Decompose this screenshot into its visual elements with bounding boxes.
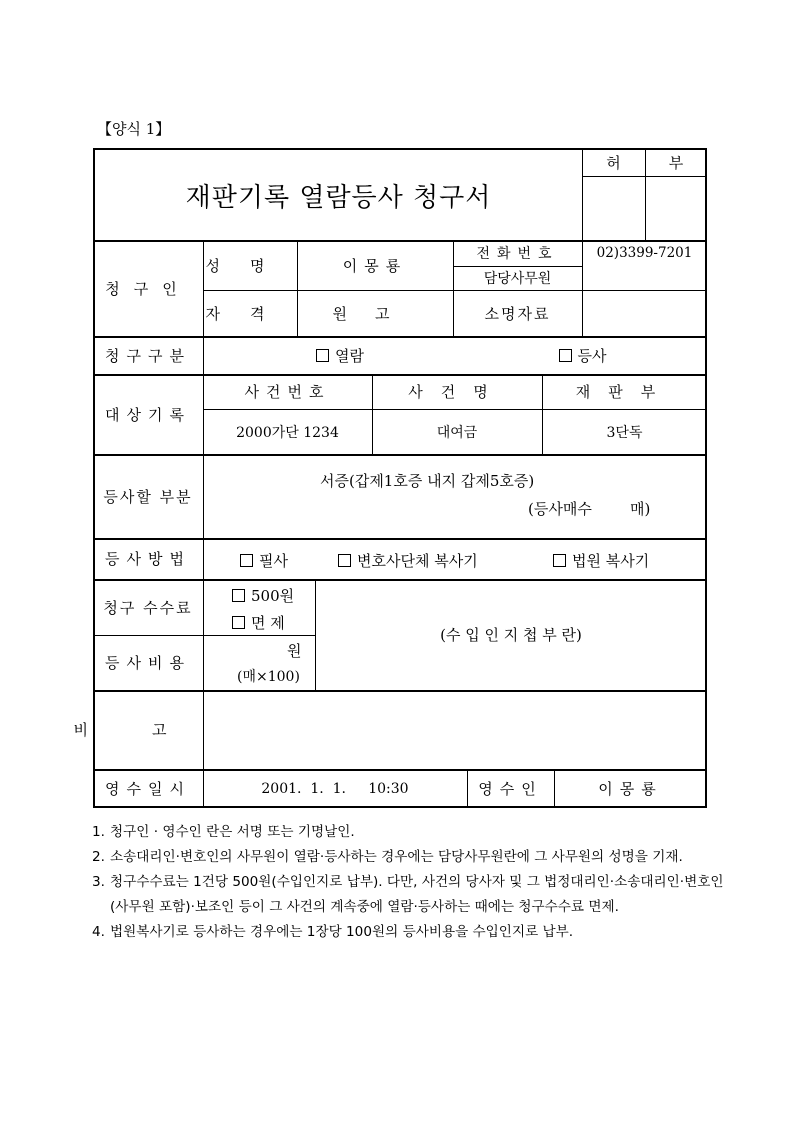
method-bar-copier-option[interactable]	[338, 550, 478, 571]
bar-copier-label: 변호사단체 복사기	[357, 552, 478, 570]
bar-copier-checkbox[interactable]	[338, 554, 351, 567]
request-type-label: 청구구분	[105, 346, 191, 365]
stamp-area: (수 입 인 지 첩 부 란)	[440, 626, 582, 644]
fee-exempt-checkbox[interactable]	[232, 616, 245, 629]
remarks-label: 비고	[73, 721, 231, 739]
copy-cost-formula: (매×100)	[237, 669, 300, 685]
copy-part-label: 등사할 부분	[103, 487, 193, 506]
note-item: 2. 소송대리인·변호인의 사무원이 열람·등사하는 경우에는 담당사무원란에 그 사무원의 성명을 기재.	[92, 849, 683, 865]
case-name-value[interactable]: 대여금	[436, 424, 478, 441]
receipt-date-label: 영수일시	[105, 780, 191, 798]
qualification-label: 자격	[205, 304, 295, 323]
fee-500-option[interactable]	[232, 585, 294, 606]
phone-label: 전화번호	[476, 246, 559, 262]
court-copier-label: 법원 복사기	[572, 552, 650, 570]
remarks-value[interactable]	[204, 691, 707, 769]
copy-cost-unit: 원	[287, 642, 302, 660]
notes-list	[92, 820, 732, 945]
case-no-value[interactable]: 2000가단 1234	[236, 424, 339, 441]
approval-no-label: 부	[668, 153, 684, 172]
note-item: 1. 청구인 · 영수인 란은 서명 또는 기명날인.	[92, 824, 355, 840]
name-value[interactable]: 이몽룡	[342, 256, 408, 275]
doc-label: 소명자료	[484, 304, 551, 323]
fee-exempt-option[interactable]	[232, 612, 285, 633]
approval-yes-box[interactable]	[583, 177, 645, 240]
receiver-value[interactable]: 이몽룡	[598, 780, 663, 798]
method-handwrite-option[interactable]	[240, 550, 288, 571]
clerk-value[interactable]	[582, 266, 707, 290]
form-label: 【양식 1】	[97, 120, 171, 138]
method-court-copier-option[interactable]	[553, 550, 649, 571]
claimant-label: 청구인	[105, 279, 191, 298]
receipt-date-value[interactable]: 2001. 1. 1. 10:30	[261, 780, 409, 797]
form-title: 재판기록 열람등사 청구서	[185, 182, 492, 213]
qualification-value[interactable]: 원고	[332, 304, 418, 323]
court-value[interactable]: 3단독	[606, 424, 643, 441]
view-option-label: 열람	[335, 346, 364, 365]
target-label: 대상기록	[105, 405, 191, 424]
request-copy-option[interactable]	[545, 336, 620, 374]
note-item: 3. 청구수수료는 1건당 500원(수입인지로 납부). 다만, 사건의 당사자 및 그 법정대리인·소송대리인·변호인(사무원 포함)·보조인 등이 그 사건의 계속중에 열람·등사하는 때에는 청구수수료 면제.	[92, 874, 724, 915]
fee-label: 청구 수수료	[103, 598, 193, 617]
court-copier-checkbox[interactable]	[553, 554, 566, 567]
fee-exempt-label: 면 제	[251, 614, 285, 632]
receiver-label: 영수인	[478, 780, 543, 798]
clerk-label: 담당사무원	[483, 271, 552, 287]
view-checkbox[interactable]	[316, 349, 329, 362]
doc-value[interactable]	[582, 290, 707, 336]
note-item: 4. 법원복사기로 등사하는 경우에는 1장당 100원의 등사비용을 수입인지로 납부.	[92, 924, 574, 940]
fee-500-checkbox[interactable]	[232, 589, 245, 602]
request-view-option[interactable]	[300, 336, 380, 374]
copy-cost-label: 등사비용	[105, 654, 191, 672]
copy-part-line2[interactable]: (등사매수 매)	[528, 500, 651, 518]
copy-method-label: 등사방법	[105, 550, 191, 568]
copy-checkbox[interactable]	[559, 349, 572, 362]
approval-yes-label: 허	[606, 153, 621, 172]
case-name-label: 사건명	[408, 383, 506, 401]
fee-500-label: 500원	[251, 587, 295, 605]
case-no-label: 사건번호	[244, 383, 331, 401]
handwrite-label: 필사	[259, 552, 288, 570]
approval-no-box[interactable]	[646, 177, 707, 240]
copy-option-label: 등사	[577, 346, 607, 365]
phone-value[interactable]: 02)3399-7201	[596, 245, 693, 261]
court-label: 재판부	[575, 383, 674, 401]
name-label: 성명	[205, 256, 295, 275]
handwrite-checkbox[interactable]	[240, 554, 253, 567]
copy-part-line1[interactable]: 서증(갑제1호증 내지 갑제5호증)	[320, 472, 535, 490]
